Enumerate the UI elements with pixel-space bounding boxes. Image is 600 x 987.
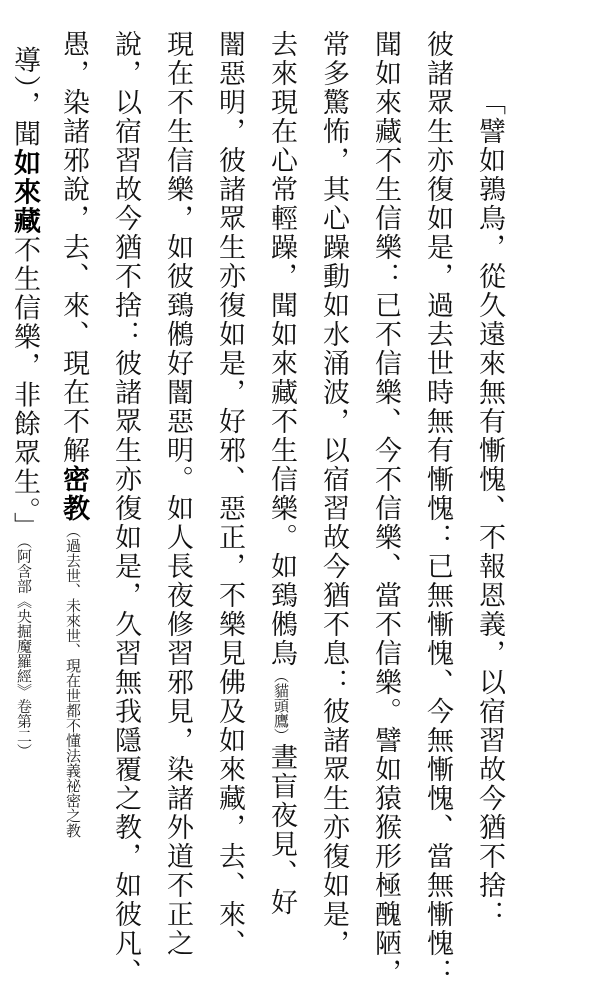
column-7-text: 現在不生信樂，如彼鵄鵂好闇惡明。如人長夜修習邪見，染諸外道不正之 [162, 30, 193, 958]
column-9-bold-term: 密教 [58, 465, 89, 523]
column-4-text: 常多驚怖，其心躁動如水涌波，以宿習故今猶不息：彼諸眾生亦復如是， [318, 30, 349, 958]
column-10-citation: （阿含部《央掘魔羅經》卷第二） [15, 541, 33, 759]
text-column-3 [363, 30, 407, 987]
text-column-10 [2, 30, 46, 775]
column-10-text-b: 不生信樂，非餘眾生。」 [9, 235, 40, 542]
text-column-4 [311, 30, 355, 958]
column-3-text: 聞如來藏不生信樂：已不信樂、今不信樂、當不信樂。譬如猿猴形極醜陋， [370, 30, 401, 987]
text-column-8 [103, 30, 147, 987]
text-column-6 [207, 30, 251, 958]
text-column-2 [415, 30, 459, 987]
column-10-text-a: 導），聞 [9, 46, 40, 149]
column-9-text-a: 愚，染諸邪說，去、來、現在不解 [58, 30, 89, 465]
column-8-text: 說，以宿習故今猶不捨：彼諸眾生亦復如是，久習無我隱覆之教，如彼凡、 [110, 30, 141, 987]
column-6-text: 闇惡明，彼諸眾生亦復如是，好邪、惡正，不樂見佛及如來藏，去、來、 [214, 30, 245, 958]
column-2-text: 彼諸眾生亦復如是，過去世時無有慚愧：已無慚愧、今無慚愧、當無慚愧： [422, 30, 453, 987]
column-5-annotation: （貓頭鷹） [272, 668, 290, 743]
column-10-bold-term: 如來藏 [9, 148, 40, 236]
text-column-1 [467, 88, 511, 929]
text-column-9 [51, 30, 95, 838]
column-1-text: 「譬如鶉鳥，從久遠來無有慚愧、不報恩義，以宿習故今猶不捨： [474, 88, 505, 929]
text-column-5 [259, 30, 303, 917]
column-9-annotation: （過去世、未來世、現在世都不懂法義祕密之教 [64, 523, 82, 838]
column-5-text-a: 去來現在心常輕躁，聞如來藏不生信樂。如鵄鵂鳥 [266, 30, 297, 668]
text-column-7 [155, 30, 199, 958]
column-5-text-b: 晝盲夜見、好 [266, 743, 297, 917]
